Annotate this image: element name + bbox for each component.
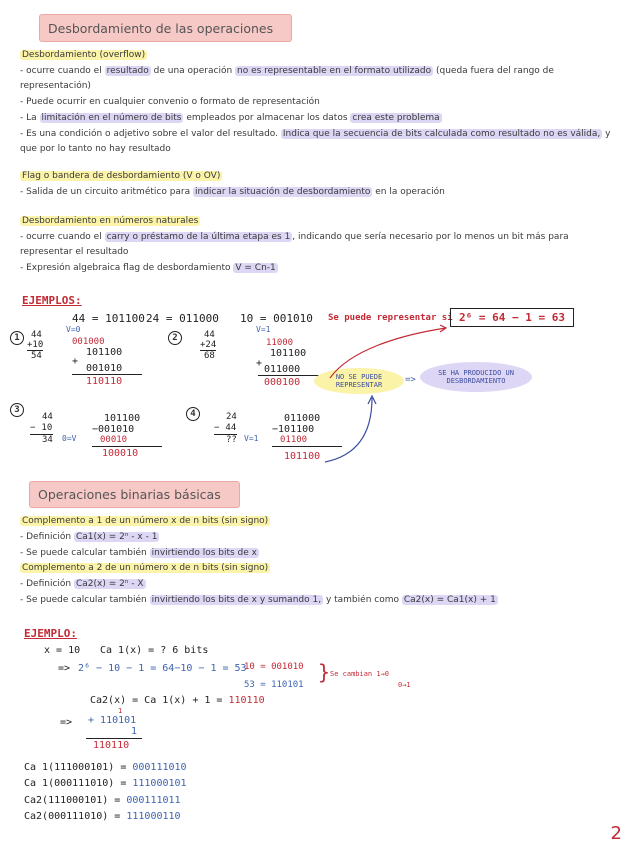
sum-rule bbox=[86, 738, 142, 739]
ex3-op2: −001010 bbox=[92, 424, 135, 435]
ca1-alt: - Se puede calcular también invirtiendo los bits de x bbox=[20, 548, 257, 558]
heading-ca2: Complemento a 2 de un número x de n bits (sin signo) bbox=[22, 563, 269, 573]
ca2-result-2: Ca2(000111010) = 111000110 bbox=[24, 811, 181, 822]
ex1-v: V=0 bbox=[66, 325, 81, 334]
eq-44: 44 = 101100 bbox=[72, 312, 145, 325]
natural-line-2: - Expresión algebraica flag de desbordamiento V = Cn-1 bbox=[20, 263, 276, 273]
sum-arrow: => bbox=[60, 717, 73, 728]
heading-natural: Desbordamiento en números naturales bbox=[22, 216, 199, 226]
ca2-def: - Definición Ca2(x) = 2ⁿ - X bbox=[20, 579, 144, 589]
eq-24: 24 = 011000 bbox=[146, 312, 219, 325]
eq-10: 10 = 001010 bbox=[240, 312, 313, 325]
heading-overflow: Desbordamiento (overflow) bbox=[22, 50, 146, 60]
ex1-decimal: 44 +10 54 bbox=[27, 330, 44, 361]
flip-note: Se cambian 1→0 bbox=[330, 670, 390, 678]
natural-line-1b: representar el resultado bbox=[20, 247, 129, 257]
ex4-rule bbox=[272, 446, 342, 447]
not-representable-bubble: NO SE PUEDE REPRESENTAR bbox=[314, 368, 404, 394]
ca1-result-2: Ca 1(000111010) = 111000101 bbox=[24, 778, 187, 789]
ex3-op1: 101100 bbox=[104, 413, 141, 424]
bin-53: 53 = 110101 bbox=[244, 680, 304, 690]
example-number-3: 3 bbox=[10, 403, 24, 417]
section-title-text: Desbordamiento de las operaciones bbox=[48, 20, 274, 36]
sum-op1: + 110101 bbox=[88, 715, 137, 726]
ex4-result: 101100 bbox=[284, 451, 321, 462]
ex4-op1: 011000 bbox=[284, 413, 321, 424]
ex3-v: 0=V bbox=[62, 434, 77, 443]
representable-note: Se puede representar si bbox=[328, 313, 453, 323]
ex1-carry: 001000 bbox=[72, 337, 105, 347]
ex4-op2: −101100 bbox=[272, 424, 315, 435]
ex2-op1: 101100 bbox=[270, 348, 307, 359]
examples-title: EJEMPLOS: bbox=[22, 294, 82, 307]
ex2-carry: 11000 bbox=[266, 338, 294, 348]
ca2-alt: - Se puede calcular también invirtiendo los bits de x y sumando 1, y también como Ca2(x) = Ca1(x) + 1 bbox=[20, 595, 496, 605]
example-number-4: 4 bbox=[186, 407, 200, 421]
ex3-result: 100010 bbox=[102, 448, 139, 459]
ex2-decimal: 44 +24 68 bbox=[200, 330, 217, 361]
bin-10: 10 = 001010 bbox=[244, 662, 304, 672]
section-title-text: Operaciones binarias básicas bbox=[38, 487, 221, 502]
overflow-line-4b: que por lo tanto no hay resultado bbox=[20, 144, 171, 154]
ca2-formula: Ca2(x) = Ca 1(x) + 1 = 110110 bbox=[90, 695, 265, 706]
example-number-1: 1 bbox=[10, 331, 24, 345]
heading-ca1: Complemento a 1 de un número x de n bits (sin signo) bbox=[22, 516, 269, 526]
ca1-question: Ca 1(x) = ? 6 bits bbox=[100, 645, 209, 656]
ex2-result: 000100 bbox=[264, 377, 301, 388]
implies-arrow: => bbox=[405, 375, 416, 385]
ex4-decimal: 24 − 44 ?? bbox=[214, 412, 237, 445]
ex4-borrow: 01100 bbox=[280, 435, 308, 445]
section-title-binary bbox=[29, 481, 240, 508]
example-number-2: 2 bbox=[168, 331, 182, 345]
overflow-line-1: - ocurre cuando el resultado de una operación no es representable en el formato utilizado (queda fuera del rango de bbox=[20, 66, 554, 76]
ca1-def: - Definición Ca1(x) = 2ⁿ - x - 1 bbox=[20, 532, 158, 542]
overflow-produced-bubble: SE HA PRODUCIDO UN DESBORDAMIENTO bbox=[420, 362, 532, 392]
x-value: x = 10 bbox=[44, 645, 81, 656]
ex1-op1: 101100 bbox=[86, 347, 123, 358]
sum-result: 110110 bbox=[93, 740, 130, 751]
ex3-decimal: 44 − 10 34 bbox=[30, 412, 53, 445]
example-title: EJEMPLO: bbox=[24, 627, 77, 640]
flag-line-1: - Salida de un circuito aritmético para indicar la situación de desbordamiento en la operación bbox=[20, 187, 445, 197]
brace: } bbox=[318, 660, 331, 684]
ex1-op2: 001010 bbox=[86, 363, 123, 374]
calc-arrow: => bbox=[58, 663, 71, 674]
ex1-result: 110110 bbox=[86, 376, 123, 387]
heading-flag: Flag o bandera de desbordamiento (V o OV) bbox=[22, 171, 221, 181]
flip-note-2: 0→1 bbox=[398, 681, 411, 689]
overflow-line-2: - Puede ocurrir en cualquier convenio o formato de representación bbox=[20, 97, 320, 107]
ex3-borrow: 00010 bbox=[100, 435, 128, 445]
calc-expression: 2⁶ − 10 − 1 = 64−10 − 1 = 53 bbox=[78, 663, 247, 674]
overflow-line-4: - Es una condición o adjetivo sobre el valor del resultado. Indica que la secuencia de bits calculada como resultado no es válida, y bbox=[20, 129, 611, 139]
representable-box: 2⁶ = 64 − 1 = 63 bbox=[450, 308, 574, 327]
page-number: 2 bbox=[610, 823, 622, 844]
arrow-blue bbox=[325, 398, 372, 462]
overflow-line-3: - La limitación en el número de bits empleados por almacenar los datos crea este problema bbox=[20, 113, 440, 123]
ex2-op2: 011000 bbox=[264, 364, 301, 375]
ex1-plus: + bbox=[72, 356, 79, 367]
sum-op2: 1 bbox=[131, 726, 138, 737]
sum-carry: 1 bbox=[118, 707, 123, 715]
overflow-line-1b: representación) bbox=[20, 81, 91, 91]
ex3-rule bbox=[92, 446, 162, 447]
ex2-plus: + bbox=[256, 358, 263, 369]
natural-line-1: - ocurre cuando el carry o préstamo de la última etapa es 1 , indicando que sería necesario por lo menos un bit más para bbox=[20, 232, 569, 242]
ex2-v: V=1 bbox=[256, 325, 271, 334]
ca1-result-1: Ca 1(111000101) = 000111010 bbox=[24, 762, 187, 773]
ex4-v: V=1 bbox=[244, 434, 259, 443]
ca2-result-1: Ca2(111000101) = 000111011 bbox=[24, 795, 181, 806]
arrow-red bbox=[330, 328, 446, 378]
